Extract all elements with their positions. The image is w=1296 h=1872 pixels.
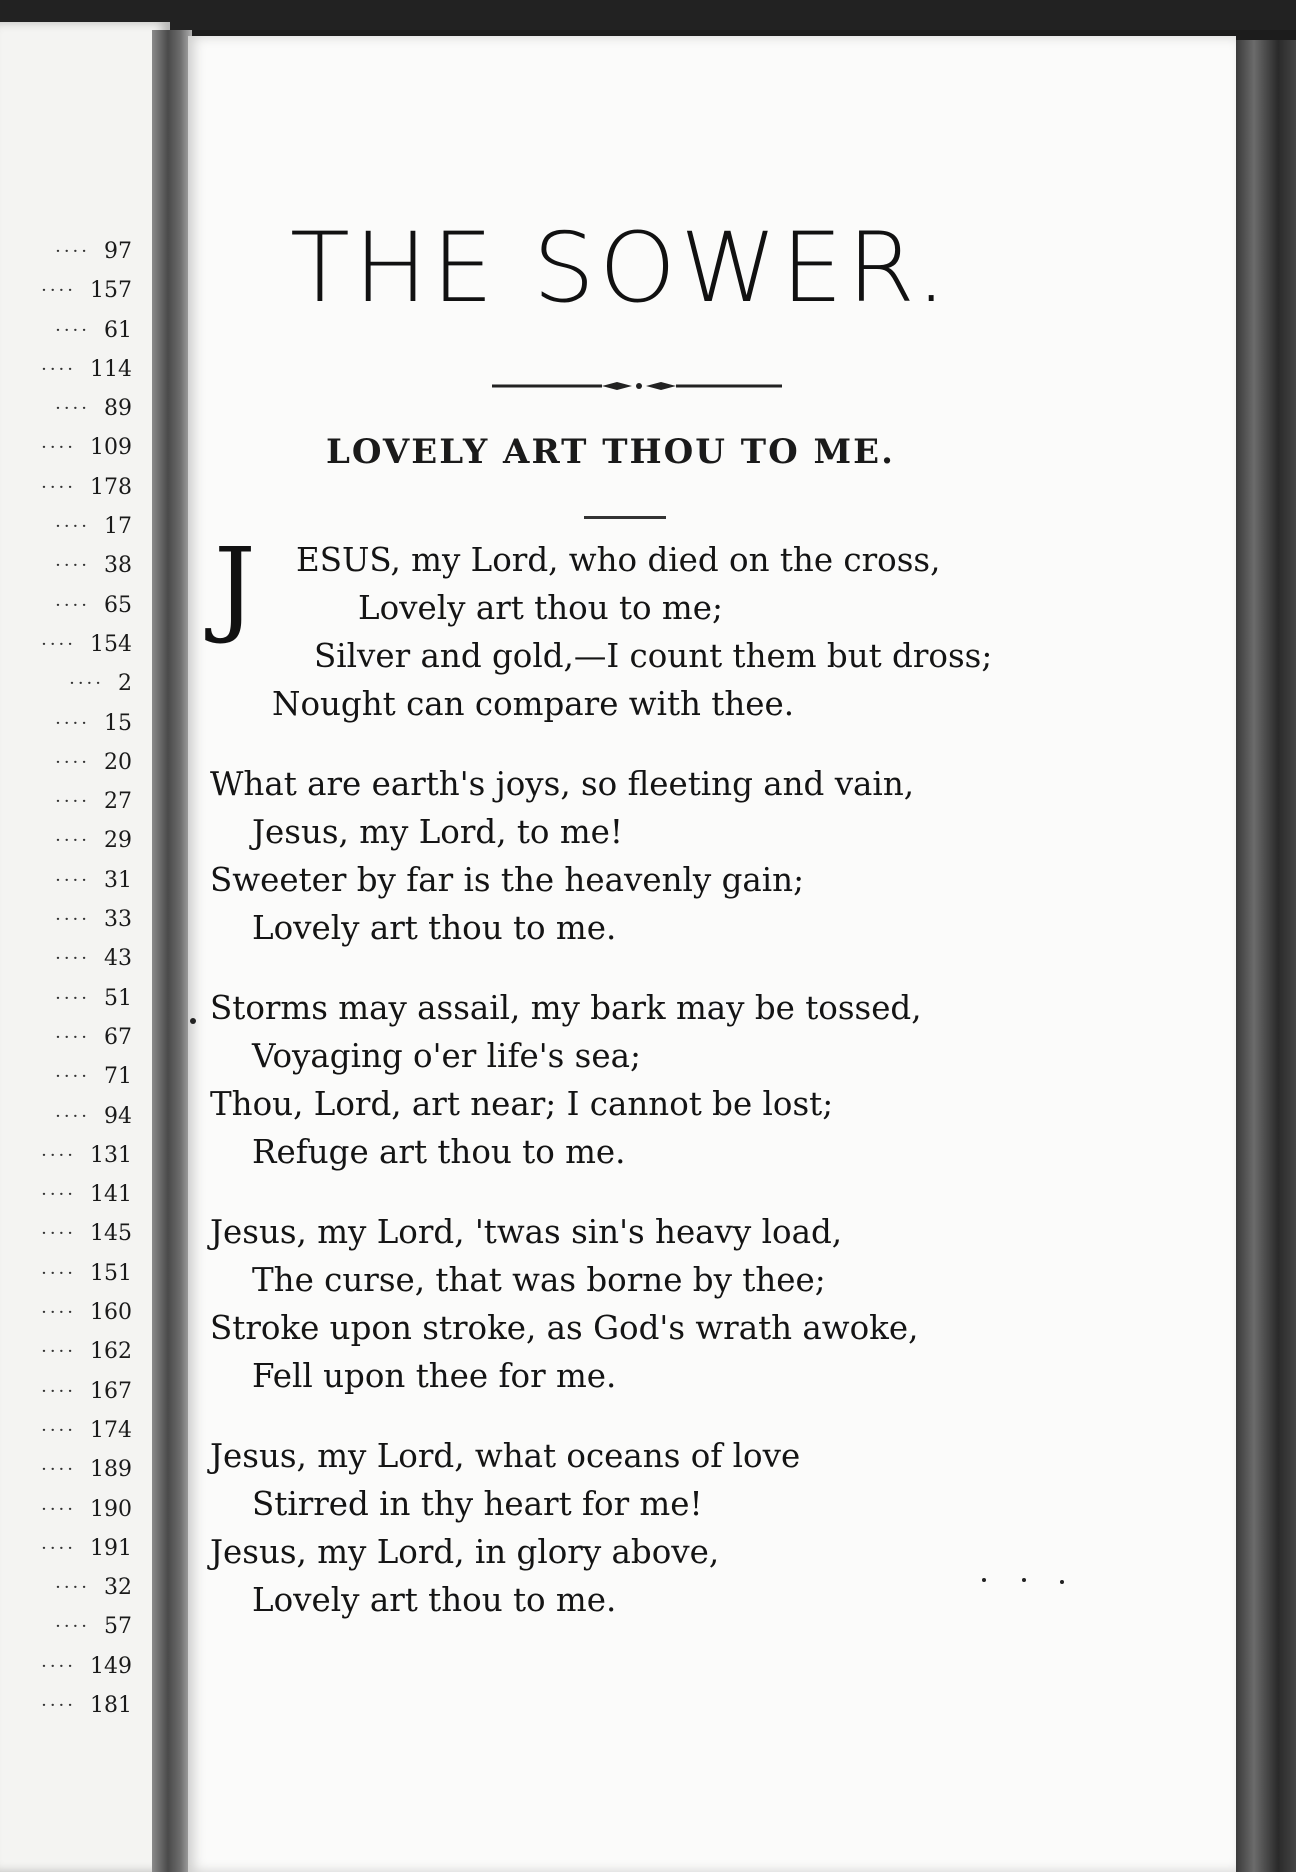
index-entry [0,861,132,900]
index-entry [0,1607,132,1646]
leader-dots: ···· [55,319,90,341]
leader-dots: ···· [41,358,76,380]
verse-line: What are earth's joys, so fleeting and vain, [210,765,915,803]
index-page-number: 162 [90,1339,132,1365]
index-entry [0,1411,132,1450]
stanza [210,760,1090,952]
index-page-number: 174 [90,1417,132,1443]
leader-dots: ···· [55,398,90,420]
print-speck [1022,1578,1026,1582]
index-entry [0,625,132,664]
index-entry [0,389,132,428]
index-entry [0,821,132,860]
index-page-number: 141 [90,1182,132,1208]
verse-line: ESUS, my Lord, who died on the cross, [296,541,941,579]
stanza [210,984,1090,1176]
index-page-number: 181 [90,1692,132,1718]
verse-line: Refuge art thou to me. [252,1133,626,1171]
index-entry [0,1293,132,1332]
index-entry [0,546,132,585]
verse-line: Storms may assail, my bark may be tossed, [210,989,922,1027]
index-entry [0,507,132,546]
index-page-number: 178 [90,474,132,500]
index-entry [0,311,132,350]
verse-line: Jesus, my Lord, 'twas sin's heavy load, [210,1213,843,1251]
index-entry [0,1450,132,1489]
index-page-number: 145 [90,1221,132,1247]
leader-dots: ···· [41,633,76,655]
leader-dots: ···· [41,1341,76,1363]
index-entry [0,704,132,743]
index-page-number: 29 [104,828,132,854]
verse-line: Jesus, my Lord, in glory above, [210,1533,720,1571]
leader-dots: ···· [41,1302,76,1324]
index-page-number: 191 [90,1535,132,1561]
scan-top-border [0,0,1296,30]
index-page-number: 149 [90,1653,132,1679]
verse-line: Lovely art thou to me. [252,1581,617,1619]
verse-line: Lovely art thou to me. [252,909,617,947]
leader-dots: ···· [55,948,90,970]
verse-line: Stroke upon stroke, as God's wrath awoke, [210,1309,919,1347]
index-entry [0,232,132,271]
index-page-number: 97 [104,239,132,264]
index-entry [0,1686,132,1725]
index-entry [0,1490,132,1529]
verse-line: Silver and gold,—I count them but dross; [314,637,993,675]
leader-dots: ···· [41,1184,76,1206]
leader-dots: ···· [55,1577,90,1599]
index-entry [0,1372,132,1411]
left-page [0,22,170,1872]
verse-line: The curse, that was borne by thee; [252,1261,826,1299]
index-entry [0,782,132,821]
page-edge [1236,40,1296,1872]
index-entry [0,468,132,507]
leader-dots: ···· [41,1537,76,1559]
index-page-number: 57 [104,1614,132,1640]
leader-dots: ···· [41,1694,76,1716]
leader-dots: ···· [69,673,104,695]
index-entry [0,1254,132,1293]
index-page-number: 109 [90,435,132,461]
leader-dots: ···· [41,280,76,302]
index-entry [0,979,132,1018]
verse-line: Sweeter by far is the heavenly gain; [210,861,805,899]
index-page-number: 2 [118,671,132,697]
index-page-number: 151 [90,1260,132,1286]
print-speck [190,1018,196,1024]
index-entry [0,743,132,782]
leader-dots: ···· [41,1262,76,1284]
page-title: THE SOWER. [290,212,951,324]
leader-dots: ···· [55,1616,90,1638]
drop-cap: J [214,525,256,647]
leader-dots: ···· [41,1144,76,1166]
index-page-number: 89 [104,396,132,422]
verse-line: Nought can compare with thee. [272,685,795,723]
verse-line: Stirred in thy heart for me! [252,1485,703,1523]
index-page-number: 189 [90,1457,132,1483]
index-entry [0,1647,132,1686]
index-entry [0,900,132,939]
verse-line: Jesus, my Lord, to me! [252,813,623,851]
index-page-number: 20 [104,749,132,775]
book-gutter [152,30,192,1872]
index-page-number: 160 [90,1300,132,1326]
leader-dots: ···· [41,1223,76,1245]
index-entry [0,664,132,703]
index-page-number: 61 [104,317,132,343]
leader-dots: ···· [41,476,76,498]
index-page-number: 190 [90,1496,132,1522]
index-entry [0,1175,132,1214]
index-entry [0,271,132,310]
index-page-number: 33 [104,907,132,933]
leader-dots: ···· [55,751,90,773]
leader-dots: ···· [41,437,76,459]
index-list [0,232,132,1725]
index-entry [0,1332,132,1371]
leader-dots: ···· [55,1066,90,1088]
hymn-title: LOVELY ART THOU TO ME. [326,432,895,472]
leader-dots: ···· [55,909,90,931]
stanza [210,525,1090,728]
leader-dots: ···· [55,987,90,1009]
index-page-number: 114 [90,356,132,382]
print-speck [1060,1580,1064,1584]
index-page-number: 167 [90,1378,132,1404]
index-page-number: 31 [104,867,132,893]
index-entry [0,586,132,625]
index-entry [0,1568,132,1607]
hymn-body [210,525,1090,1656]
index-page-number: 51 [104,985,132,1011]
verse-line: Voyaging o'er life's sea; [252,1037,641,1075]
index-page-number: 67 [104,1024,132,1050]
index-entry [0,428,132,467]
index-page-number: 131 [90,1142,132,1168]
leader-dots: ···· [41,1498,76,1520]
print-speck [982,1578,986,1582]
leader-dots: ···· [55,594,90,616]
short-rule [584,516,666,519]
leader-dots: ···· [41,1419,76,1441]
ornament-divider [492,380,782,392]
leader-dots: ···· [55,1026,90,1048]
leader-dots: ···· [55,712,90,734]
leader-dots: ···· [55,869,90,891]
index-page-number: 17 [104,514,132,540]
index-entry [0,1018,132,1057]
leader-dots: ···· [55,791,90,813]
leader-dots: ···· [55,516,90,538]
leader-dots: ···· [55,555,90,577]
index-page-number: 27 [104,789,132,815]
index-entry [0,1529,132,1568]
stanza [210,1432,1090,1624]
index-page-number: 157 [90,278,132,304]
index-page-number: 32 [104,1575,132,1601]
index-page-number: 43 [104,946,132,972]
index-page-number: 71 [104,1064,132,1090]
leader-dots: ···· [55,1105,90,1127]
index-page-number: 65 [104,592,132,618]
index-page-number: 94 [104,1103,132,1129]
index-page-number: 154 [90,631,132,657]
verse-line: Thou, Lord, art near; I cannot be lost; [210,1085,834,1123]
leader-dots: ···· [55,241,90,262]
leader-dots: ···· [41,1380,76,1402]
stanza [210,1208,1090,1400]
index-entry [0,1097,132,1136]
verse-line: Lovely art thou to me; [358,589,723,627]
index-page-number: 15 [104,710,132,736]
index-entry [0,1136,132,1175]
verse-line: Jesus, my Lord, what oceans of love [210,1437,801,1475]
leader-dots: ···· [41,1655,76,1677]
verse-line: Fell upon thee for me. [252,1357,617,1395]
leader-dots: ···· [41,1459,76,1481]
index-entry [0,1214,132,1253]
index-page-number: 38 [104,553,132,579]
index-entry [0,939,132,978]
index-entry [0,1057,132,1096]
index-entry [0,350,132,389]
leader-dots: ···· [55,830,90,852]
